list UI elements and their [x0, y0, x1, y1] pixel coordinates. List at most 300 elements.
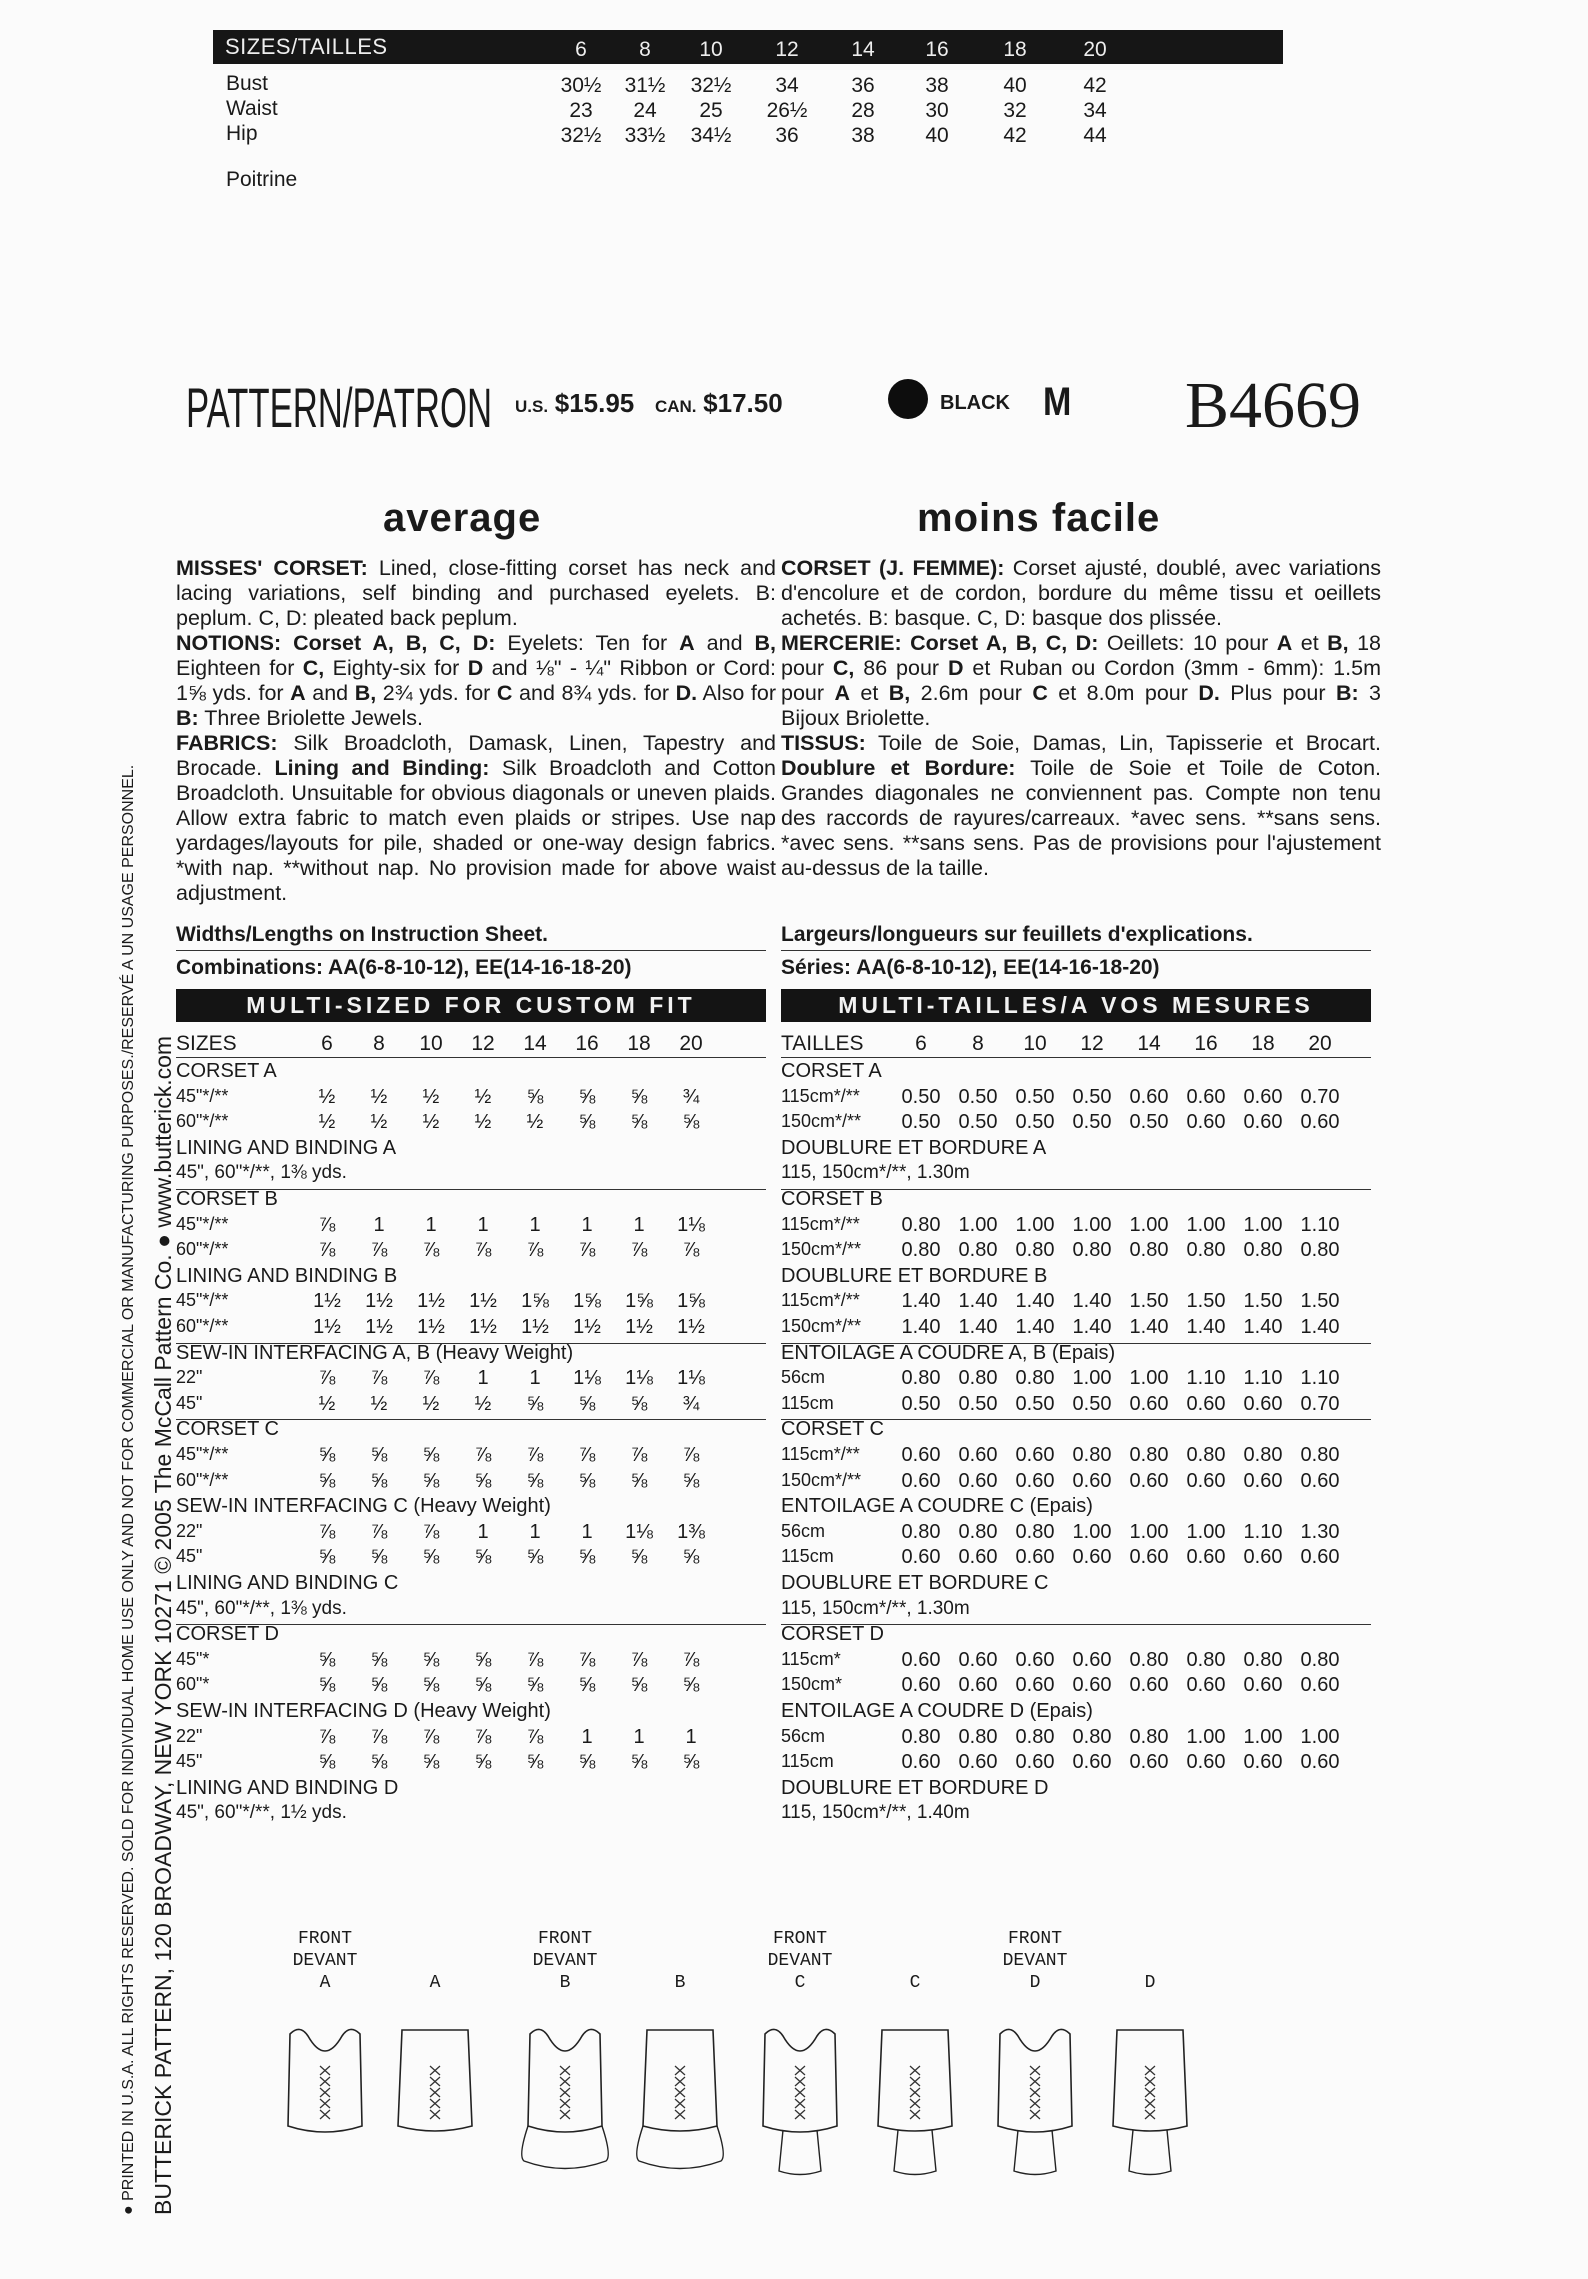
yardage-value: 1.10 — [1300, 1213, 1340, 1236]
measurement-value: 23 — [569, 99, 593, 122]
table-header-size: 16 — [1194, 1032, 1218, 1055]
yardage-value: ⅝ — [422, 1751, 440, 1774]
yardage-value: ⅝ — [422, 1546, 440, 1569]
yardage-value: 0.80 — [901, 1520, 941, 1543]
row-label: 45"*/** — [176, 1290, 229, 1311]
row-label: 45" — [176, 1392, 203, 1413]
yardage-value: 1⅝ — [521, 1290, 549, 1313]
yardage-value: ⅞ — [370, 1239, 388, 1262]
yardage-value: 1½ — [365, 1290, 393, 1313]
yardage-value: ⅝ — [682, 1546, 700, 1569]
figure-label — [510, 1928, 620, 2002]
figure-label-line: D — [1144, 1973, 1156, 1993]
figure-label-line: FRONT — [297, 1929, 352, 1949]
color-dot-icon — [888, 379, 928, 419]
top-size: 18 — [1003, 38, 1027, 61]
row-label: 150cm*/** — [781, 1111, 862, 1132]
yardage-value: 1.50 — [1129, 1290, 1169, 1313]
row-label: 150cm*/** — [781, 1469, 862, 1490]
yardage-value: ⅝ — [370, 1751, 388, 1774]
table-row — [781, 1444, 1371, 1470]
table-header-size: 6 — [915, 1032, 927, 1055]
table-row — [781, 1649, 1371, 1675]
yardage-value: 1.00 — [1243, 1213, 1283, 1236]
divider — [176, 950, 766, 951]
table-row — [781, 1214, 1371, 1240]
yardage-value: 1½ — [417, 1290, 445, 1313]
figure-label-line: FRONT — [537, 1929, 592, 1949]
yardage-value: 0.80 — [901, 1725, 941, 1748]
difficulty-en: average — [383, 496, 542, 540]
yardage-value: 0.60 — [901, 1751, 941, 1774]
yardage-value: 0.60 — [1243, 1546, 1283, 1569]
yardage-value: ½ — [318, 1085, 336, 1108]
yardage-value: 1⅛ — [625, 1367, 653, 1390]
yardage-value: 1.00 — [1186, 1725, 1226, 1748]
row-label: SEW-IN INTERFACING D (Heavy Weight) — [176, 1700, 551, 1722]
yardage-value: ⅝ — [630, 1111, 648, 1134]
table-row — [176, 1521, 766, 1547]
yardage-value: ⅝ — [578, 1085, 596, 1108]
table-row — [781, 1726, 1371, 1752]
yardage-value: 1.00 — [1186, 1520, 1226, 1543]
measurement-value: 32½ — [690, 74, 732, 97]
table-section-label — [781, 1342, 1371, 1368]
figure-label — [1095, 1928, 1205, 2002]
row-label: ENTOILAGE A COUDRE A, B (Epais) — [781, 1341, 1116, 1364]
figure-label-line: A — [319, 1973, 331, 1993]
yardage-value: 0.80 — [1129, 1648, 1169, 1671]
yardage-value: ⅝ — [578, 1469, 596, 1492]
row-label: CORSET D — [176, 1623, 279, 1646]
figure-label — [980, 1928, 1090, 2002]
yardage-value: 0.60 — [1186, 1469, 1226, 1492]
yardage-value: ½ — [422, 1085, 440, 1108]
row-label: 56cm — [781, 1367, 826, 1388]
table-section-label — [781, 1700, 1371, 1726]
yardage-value: 0.80 — [1300, 1239, 1340, 1262]
figure-label — [860, 1928, 970, 2002]
table-row — [176, 1162, 766, 1188]
yardage-value: 0.50 — [901, 1085, 941, 1108]
corset-drawing-icon — [270, 2006, 380, 2196]
measurement-label: Waist — [226, 97, 278, 120]
corset-drawing-icon — [625, 2006, 735, 2196]
row-label: ENTOILAGE A COUDRE C (Epais) — [781, 1495, 1093, 1518]
table-row — [176, 1111, 766, 1137]
yardage-value: ¾ — [682, 1392, 700, 1415]
figure-label-line: DEVANT — [532, 1951, 598, 1971]
yardage-value: ⅝ — [578, 1674, 596, 1697]
yardage-value: 1.10 — [1300, 1367, 1340, 1390]
table-row — [176, 1598, 766, 1624]
yardage-value: 0.50 — [901, 1392, 941, 1415]
yardage-value: 1.10 — [1186, 1367, 1226, 1390]
yardage-value: 1 — [633, 1725, 645, 1748]
figure-label — [270, 1928, 380, 2002]
yardage-value: 1.40 — [1129, 1316, 1169, 1338]
row-label: 45"* — [176, 1648, 210, 1669]
table-header-label: SIZES — [176, 1032, 237, 1055]
can-label: CAN. — [654, 397, 697, 416]
yardage-value: 0.50 — [1072, 1392, 1112, 1415]
table-row — [176, 1674, 766, 1700]
yardage-value: 0.50 — [958, 1392, 998, 1415]
yardage-value: 1 — [529, 1367, 541, 1390]
yardage-value: 0.60 — [1300, 1111, 1340, 1134]
table-row — [781, 1546, 1371, 1572]
yardage-value: 1 — [477, 1367, 489, 1390]
peplum-outline — [894, 2130, 936, 2175]
lacing-mark — [1030, 2066, 1040, 2119]
figure-label-line: DEVANT — [292, 1951, 358, 1971]
row-label: 115, 150cm*/**, 1.30m — [781, 1597, 970, 1619]
yardage-value: 0.80 — [1129, 1444, 1169, 1466]
yardage-value: ½ — [318, 1111, 336, 1134]
table-header-size: 12 — [1080, 1032, 1104, 1055]
description-en: MISSES' CORSET: Lined, close-fitting corset has neck and lacing variations, self binding and purchased eyelets. B: peplum. C, D: pleated back peplum. NOTIONS: Corset A, B, C, D: Eyelets: Ten for A and B, Eighteen for C, Eighty-six for D and ⅛" - ¼" Ribbon or Cord: 1⅝ yds. for A and B, 2¾ yds. for C and 8¾ yds. for D. Also for B: Three Briolette Jewels. FABRICS: Silk Broadcloth, Damask, Linen, Tapestry and Brocade. Lining and Binding: Silk Broadcloth and Cotton Broadcloth. Unsuitable for obvious diagonals or uneven plaids. Allow extra fabric to match even plaids or stripes. Use nap yardages/layouts for pile, shaded or one-way design fabrics. *with nap. **without nap. No provision made for above waist adjustment. — [176, 556, 777, 905]
yardage-value: 0.80 — [1186, 1239, 1226, 1262]
row-label: 22" — [176, 1725, 203, 1746]
yardage-value: ¾ — [682, 1085, 700, 1108]
yardage-value: 1½ — [521, 1316, 549, 1338]
table-section-label — [781, 1418, 1371, 1444]
measurement-value: 42 — [1083, 74, 1107, 97]
yardage-value: 1½ — [417, 1316, 445, 1338]
yardage-value: ⅞ — [318, 1239, 336, 1262]
row-label: 60"*/** — [176, 1316, 229, 1336]
yardage-value: ⅝ — [630, 1085, 648, 1108]
price-row — [515, 388, 797, 419]
table-section-label — [781, 1188, 1371, 1214]
yardage-value: 1.40 — [958, 1290, 998, 1313]
yardage-value: ⅝ — [578, 1392, 596, 1415]
yardage-value: 0.80 — [1243, 1239, 1283, 1262]
yardage-value: 1½ — [365, 1316, 393, 1338]
yardage-value: ⅝ — [578, 1111, 596, 1134]
row-label: CORSET C — [781, 1418, 884, 1441]
yardage-value: 1½ — [313, 1290, 341, 1313]
yardage-value: 1.40 — [958, 1316, 998, 1338]
side-rights: ● PRINTED IN U.S.A. ALL RIGHTS RESERVED. SOLD FOR INDIVIDUAL HOME USE ONLY AND NOT FOR COMMERCIAL OR MANUFACTURING PURPOSES./RESERVÉ A UN USAGE PERSONNEL. — [120, 764, 137, 2215]
yardage-value: 0.60 — [1072, 1648, 1112, 1671]
table-row — [176, 1393, 766, 1419]
table-row — [781, 1393, 1371, 1419]
table-row — [781, 1521, 1371, 1547]
figure-label — [745, 1928, 855, 2002]
banner-fr: MULTI-TAILLES/A VOS MESURES — [781, 989, 1371, 1022]
widths-note-en: Widths/Lengths on Instruction Sheet. — [176, 923, 548, 946]
yardage-value: ½ — [318, 1392, 336, 1415]
measurement-value: 34 — [1083, 99, 1107, 122]
row-label: 22" — [176, 1520, 203, 1541]
row-label: LINING AND BINDING C — [176, 1572, 399, 1594]
measurement-label: Hip — [226, 122, 258, 145]
row-label: DOUBLURE ET BORDURE D — [781, 1776, 1049, 1799]
yardage-value: 0.50 — [1072, 1085, 1112, 1108]
row-label: 115cm*/** — [781, 1444, 860, 1464]
table-row — [781, 1367, 1371, 1393]
table-section-label — [781, 1623, 1371, 1649]
yardage-value: ⅞ — [318, 1520, 336, 1543]
yardage-value: 0.60 — [1243, 1469, 1283, 1492]
lacing-mark — [320, 2066, 330, 2119]
peplum-outline — [1129, 2130, 1171, 2175]
body-measurements — [226, 72, 1286, 182]
figure-label-line: C — [909, 1973, 921, 1993]
yardage-value: ⅝ — [474, 1546, 492, 1569]
row-label: 56cm — [781, 1520, 826, 1541]
yardage-value: ⅝ — [682, 1469, 700, 1492]
row-label: 60"* — [176, 1674, 210, 1695]
yardage-value: 0.80 — [958, 1367, 998, 1390]
row-label: DOUBLURE ET BORDURE A — [781, 1136, 1047, 1159]
row-label: SEW-IN INTERFACING C (Heavy Weight) — [176, 1495, 551, 1518]
yardage-table-en — [176, 1032, 766, 1892]
measurement-value: 32½ — [560, 124, 602, 147]
row-label: 115cm*/** — [781, 1085, 860, 1106]
lacing-mark — [560, 2066, 570, 2119]
garment-figures — [270, 1928, 1270, 2228]
row-label: 60"*/** — [176, 1239, 229, 1260]
yardage-value: 0.50 — [1015, 1111, 1055, 1134]
yardage-value: 1 — [529, 1520, 541, 1543]
yardage-value: ⅞ — [422, 1367, 440, 1390]
row-label: 150cm*/** — [781, 1239, 862, 1260]
yardage-value: 1.00 — [1129, 1520, 1169, 1543]
table-row — [176, 1802, 766, 1828]
divider — [781, 1057, 1371, 1058]
figure-label-line: DEVANT — [1002, 1951, 1068, 1971]
figure-label-line: D — [1029, 1973, 1041, 1993]
figure-label-line: B — [559, 1973, 571, 1993]
yardage-value: 0.60 — [1300, 1546, 1340, 1569]
yardage-value: ⅝ — [370, 1444, 388, 1466]
yardage-value: 0.80 — [1072, 1725, 1112, 1748]
table-section-label — [176, 1777, 766, 1803]
row-label: 56cm — [781, 1725, 826, 1746]
yardage-value: ⅝ — [682, 1751, 700, 1774]
yardage-value: 0.60 — [1072, 1674, 1112, 1697]
table-row — [781, 1111, 1371, 1137]
yardage-value: 0.60 — [1186, 1392, 1226, 1415]
table-section-label — [781, 1572, 1371, 1598]
yardage-value: ⅞ — [474, 1725, 492, 1748]
figure-label-line: B — [674, 1973, 686, 1993]
yardage-value: 1⅝ — [677, 1290, 705, 1313]
yardage-value: 0.80 — [1243, 1648, 1283, 1671]
yardage-value: 1.00 — [1243, 1725, 1283, 1748]
yardage-value: 1½ — [469, 1290, 497, 1313]
row-label: DOUBLURE ET BORDURE B — [781, 1264, 1048, 1287]
yardage-value: 0.60 — [1129, 1392, 1169, 1415]
yardage-value: ⅞ — [474, 1444, 492, 1466]
yardage-value: 0.80 — [1072, 1239, 1112, 1262]
yardage-value: 0.80 — [958, 1520, 998, 1543]
row-label: 45", 60"*/**, 1½ yds. — [176, 1802, 347, 1824]
yardage-value: 1½ — [625, 1316, 653, 1338]
yardage-value: 1.40 — [901, 1316, 941, 1338]
table-section-label — [781, 1137, 1371, 1163]
yardage-value: 0.80 — [1015, 1725, 1055, 1748]
yardage-value: ⅞ — [682, 1648, 700, 1671]
measurement-value: 34 — [775, 74, 799, 97]
yardage-value: 0.80 — [1243, 1444, 1283, 1466]
yardage-value: 1½ — [677, 1316, 705, 1338]
yardage-value: 0.60 — [901, 1469, 941, 1492]
figure — [625, 1928, 735, 2002]
yardage-value: 0.50 — [958, 1111, 998, 1134]
figure — [1095, 1928, 1205, 2002]
yardage-value: 0.60 — [1129, 1674, 1169, 1697]
yardage-value: ⅞ — [318, 1367, 336, 1390]
yardage-value: ⅞ — [370, 1725, 388, 1748]
table-row — [781, 1290, 1371, 1316]
combinations-en: Combinations: AA(6-8-10-12), EE(14-16-18-20) — [176, 956, 632, 979]
yardage-value: ⅝ — [422, 1674, 440, 1697]
measurement-label: Bust — [226, 72, 269, 95]
table-section-label — [176, 1342, 766, 1368]
table-section-label — [176, 1265, 766, 1291]
yardage-value: 1.10 — [1243, 1520, 1283, 1543]
yardage-value: 0.60 — [1300, 1674, 1340, 1697]
top-size: 10 — [699, 38, 723, 61]
yardage-value: 1.40 — [1015, 1316, 1055, 1338]
sizes-header-label: SIZES/TAILLES — [225, 34, 388, 59]
yardage-value: 0.60 — [901, 1444, 941, 1466]
table-row — [176, 1316, 766, 1342]
table-section-label — [781, 1265, 1371, 1291]
table-row — [781, 1802, 1371, 1828]
yardage-value: 0.50 — [1129, 1111, 1169, 1134]
lacing-mark — [795, 2066, 805, 2119]
yardage-value: 0.60 — [1243, 1751, 1283, 1774]
yardage-value: ⅝ — [526, 1469, 544, 1492]
yardage-value: ⅞ — [682, 1444, 700, 1466]
yardage-value: 1.50 — [1186, 1290, 1226, 1313]
table-section-label — [176, 1418, 766, 1444]
corset-drawing-icon — [860, 2006, 970, 2196]
table-row — [176, 1444, 766, 1470]
yardage-value: 1½ — [469, 1316, 497, 1338]
row-label: CORSET C — [176, 1418, 279, 1441]
table-header-size: 18 — [1251, 1032, 1275, 1055]
figure-label-line: FRONT — [772, 1929, 827, 1949]
figure-label — [625, 1928, 735, 2002]
yardage-value: ⅞ — [526, 1239, 544, 1262]
yardage-value: 0.60 — [1186, 1111, 1226, 1134]
yardage-value: 0.70 — [1300, 1392, 1340, 1415]
figure — [980, 1928, 1090, 2002]
yardage-value: ⅝ — [474, 1751, 492, 1774]
table-row — [176, 1239, 766, 1265]
measurement-value: 24 — [633, 99, 657, 122]
side-address: BUTTERICK PATTERN, 120 BROADWAY, NEW YORK 10271 © 2005 The McCall Pattern Co. ● www.butterick.com — [150, 1035, 176, 2215]
yardage-value: ⅝ — [318, 1674, 336, 1697]
yardage-value: ⅝ — [526, 1392, 544, 1415]
corset-drawing-icon — [510, 2006, 620, 2196]
yardage-value: 0.60 — [958, 1648, 998, 1671]
row-label: 115cm*/** — [781, 1290, 860, 1311]
table-row — [781, 1598, 1371, 1624]
yardage-value: 1.00 — [1300, 1725, 1340, 1748]
yardage-value: 1⅛ — [677, 1213, 705, 1236]
yardage-value: 0.60 — [1015, 1546, 1055, 1569]
divider — [781, 950, 1371, 951]
yardage-value: 0.60 — [958, 1546, 998, 1569]
yardage-value: ⅝ — [630, 1392, 648, 1415]
table-header-size: 6 — [321, 1032, 333, 1055]
yardage-value: 0.60 — [1072, 1751, 1112, 1774]
table-section-label — [176, 1572, 766, 1598]
measurement-value: 40 — [925, 124, 949, 147]
table-header-row — [176, 1032, 766, 1058]
yardage-value: 1⅝ — [625, 1290, 653, 1313]
corset-outline — [398, 2030, 472, 2131]
figure-label-line: DEVANT — [767, 1951, 833, 1971]
figure-label-line: A — [429, 1973, 441, 1993]
yardage-value: 0.60 — [1186, 1546, 1226, 1569]
yardage-value: 0.60 — [1129, 1085, 1169, 1108]
table-section-label — [781, 1060, 1371, 1086]
figure-label — [380, 1928, 490, 2002]
row-label: SEW-IN INTERFACING A, B (Heavy Weight) — [176, 1341, 574, 1364]
yardage-value: 0.60 — [958, 1469, 998, 1492]
yardage-value: ⅞ — [422, 1725, 440, 1748]
top-size: 12 — [775, 38, 799, 61]
table-section-label — [176, 1137, 766, 1163]
yardage-value: ⅝ — [526, 1546, 544, 1569]
measurement-value: 25 — [699, 99, 723, 122]
table-row — [176, 1214, 766, 1240]
yardage-value: 0.60 — [1300, 1751, 1340, 1774]
table-header-size: 14 — [1137, 1032, 1161, 1055]
figure-label-line: FRONT — [1007, 1929, 1062, 1949]
row-label: 115cm*/** — [781, 1213, 860, 1234]
yardage-value: 1.40 — [1186, 1316, 1226, 1338]
top-size: 20 — [1083, 38, 1107, 61]
yardage-value: 0.60 — [1243, 1674, 1283, 1697]
table-header-size: 12 — [471, 1032, 495, 1055]
yardage-value: ⅞ — [630, 1444, 648, 1466]
yardage-value: ⅝ — [630, 1674, 648, 1697]
yardage-value: 0.50 — [1015, 1085, 1055, 1108]
yardage-value: ⅝ — [474, 1469, 492, 1492]
measurement-value: 28 — [851, 99, 875, 122]
yardage-value: ½ — [370, 1111, 388, 1134]
measurement-value: 30 — [925, 99, 949, 122]
difficulty-fr: moins facile — [917, 496, 1161, 540]
yardage-value: ⅞ — [370, 1520, 388, 1543]
yardage-value: 0.60 — [1015, 1469, 1055, 1492]
table-row — [176, 1367, 766, 1393]
yardage-value: ⅝ — [370, 1674, 388, 1697]
widths-note-fr: Largeurs/longueurs sur feuillets d'explications. — [781, 923, 1253, 946]
yardage-value: 1.30 — [1300, 1520, 1340, 1543]
row-label: 115cm — [781, 1546, 834, 1567]
yardage-value: ⅞ — [422, 1520, 440, 1543]
table-row — [781, 1751, 1371, 1777]
yardage-value: 0.60 — [958, 1444, 998, 1466]
yardage-value: 0.60 — [1186, 1751, 1226, 1774]
yardage-value: 0.50 — [901, 1111, 941, 1134]
yardage-value: 0.60 — [1129, 1469, 1169, 1492]
measurement-value: 40 — [1003, 74, 1027, 97]
measurement-value: 36 — [775, 124, 799, 147]
lacing-mark — [1145, 2066, 1155, 2119]
corset-drawing-icon — [980, 2006, 1090, 2196]
divider — [176, 1057, 766, 1058]
